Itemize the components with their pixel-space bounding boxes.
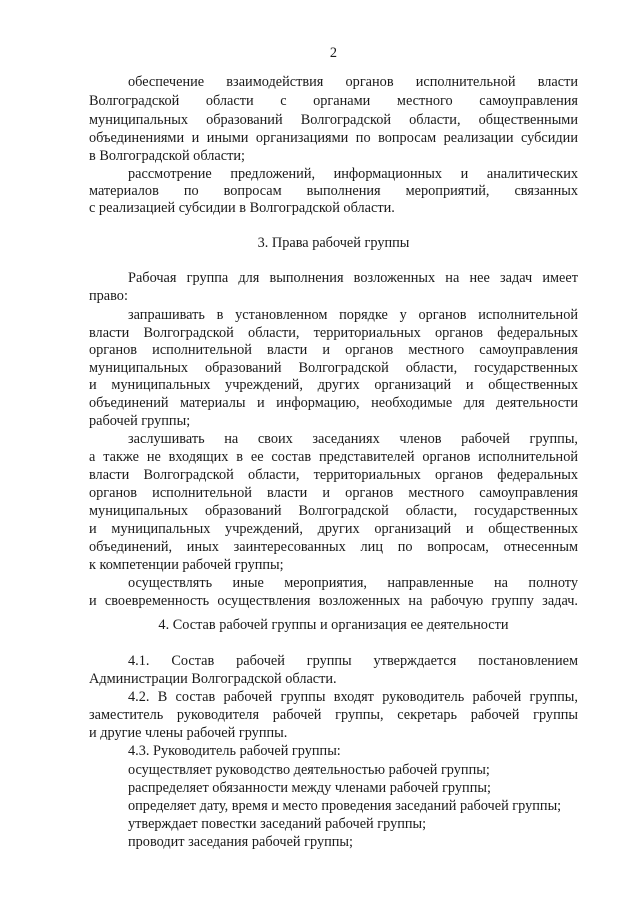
intro-line-5: в Волгоградской области;	[89, 148, 245, 164]
section-4-line: 4.1. Состав рабочей группы утверждается постановлением	[128, 653, 578, 669]
section-3-line: органов исполнительной власти и органов местного самоуправления	[89, 485, 578, 501]
section-3-heading: 3. Права рабочей группы	[257, 235, 410, 251]
section-4-line: утверждает повестки заседаний рабочей группы;	[128, 816, 427, 832]
section-3-line: Рабочая группа для выполнения возложенных на нее задач имеет	[128, 270, 578, 286]
section-3-line: запрашивать в установленном порядке у органов исполнительной	[128, 307, 578, 323]
intro-line-7: материалов по вопросам выполнения мероприятий, связанных	[89, 183, 578, 199]
section-4-line: 4.3. Руководитель рабочей группы:	[128, 743, 341, 759]
section-4-line: определяет дату, время и место проведения заседаний рабочей группы;	[128, 798, 562, 814]
page-number: 2	[329, 45, 338, 61]
intro-line-2: Волгоградской области с органами местного самоуправления	[89, 93, 578, 109]
section-3-line: и муниципальных учреждений, других организаций и общественных	[89, 521, 578, 537]
section-3-line: а также не входящих в ее состав представителей органов исполнительной	[89, 449, 578, 465]
section-3-line: к компетенции рабочей группы;	[89, 557, 284, 573]
intro-line-6: рассмотрение предложений, информационных и аналитических	[128, 166, 578, 182]
section-3-line: осуществлять иные мероприятия, направленные на полноту	[128, 575, 578, 591]
section-3-line: заслушивать на своих заседаниях членов рабочей группы,	[128, 431, 578, 447]
intro-line-8: с реализацией субсидии в Волгоградской области.	[89, 200, 395, 216]
section-4-heading: 4. Состав рабочей группы и организация ее деятельности	[158, 617, 509, 633]
section-3-line: муниципальных образований Волгоградской области, государственных	[89, 503, 578, 519]
section-3-line: и своевременность осуществления возложенных на рабочую группу задач.	[89, 593, 578, 609]
section-3-line: органов исполнительной власти и органов местного самоуправления	[89, 342, 578, 358]
section-4-line: проводит заседания рабочей группы;	[128, 834, 353, 850]
section-3-line: власти Волгоградской области, территориальных органов федеральных	[89, 467, 578, 483]
section-4-line: заместитель руководителя рабочей группы, секретарь рабочей группы	[89, 707, 578, 723]
section-4-line: Администрации Волгоградской области.	[89, 671, 337, 687]
section-3-line: рабочей группы;	[89, 413, 191, 429]
intro-line-3: муниципальных образований Волгоградской области, общественными	[89, 112, 578, 128]
section-3-line: и муниципальных учреждений, других организаций и общественных	[89, 377, 578, 393]
section-3-line: муниципальных образований Волгоградской области, государственных	[89, 360, 578, 376]
section-3-line: объединений материалы и информацию, необходимые для деятельности	[89, 395, 578, 411]
intro-line-4: объединениями и иными организациями по вопросам реализации субсидии	[89, 130, 578, 146]
section-4-line: осуществляет руководство деятельностью рабочей группы;	[128, 762, 490, 778]
section-4-line: распределяет обязанности между членами рабочей группы;	[128, 780, 491, 796]
intro-line-1: обеспечение взаимодействия органов исполнительной власти	[128, 74, 578, 90]
section-3-line: объединений, иных заинтересованных лиц по вопросам, отнесенным	[89, 539, 578, 555]
section-3-line: право:	[89, 288, 128, 304]
section-4-line: и другие члены рабочей группы.	[89, 725, 288, 741]
section-4-line: 4.2. В состав рабочей группы входят руководитель рабочей группы,	[128, 689, 578, 705]
section-3-line: власти Волгоградской области, территориальных органов федеральных	[89, 325, 578, 341]
